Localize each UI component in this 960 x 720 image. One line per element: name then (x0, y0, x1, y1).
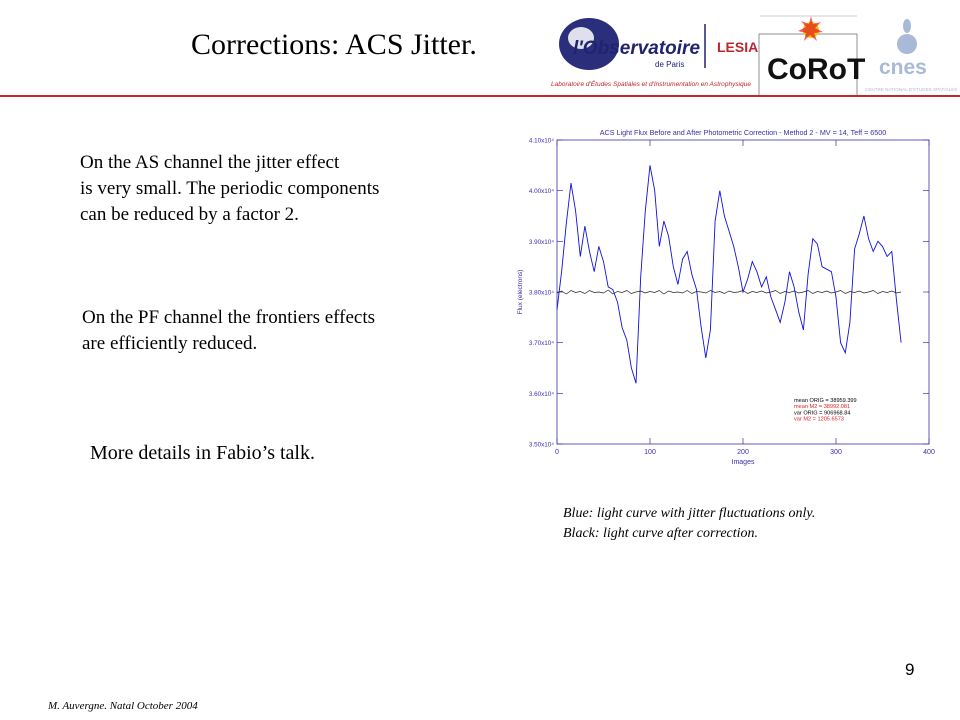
text-line: is very small. The periodic components (80, 178, 380, 199)
y-tick-label: 4.10x10⁴ (528, 137, 554, 145)
stat-annotation: mean ORIG = 38959.399 (794, 398, 857, 404)
text-line: can be reduced by a factor 2. (80, 204, 299, 225)
cnes-logo (865, 19, 957, 92)
x-tick-label: 400 (923, 449, 935, 456)
y-axis-label: Flux (electrons) (517, 269, 524, 315)
logo-strip (545, 12, 960, 96)
x-axis-label: Images (731, 459, 755, 466)
observatoire-sub-text: de Paris (655, 60, 685, 69)
chart-title: ACS Light Flux Before and After Photometric Correction - Method 2 - MV = 14, Teff = 6500 (599, 128, 887, 137)
paragraph-more-details: More details in Fabio’s talk. (90, 442, 315, 464)
lesia-text: LESIA (717, 39, 759, 55)
text-line: On the AS channel the jitter effect (80, 152, 340, 173)
paragraph-as-channel (80, 150, 379, 228)
x-tick-label: 100 (644, 449, 656, 456)
cnes-text: cnes (879, 56, 927, 79)
x-tick-label: 200 (737, 449, 749, 456)
title-underline (0, 95, 960, 97)
caption-blue: Blue: light curve with jitter fluctuations only. (563, 506, 816, 521)
series-line-corrected (557, 290, 901, 294)
cnes-sub-text: CENTRE NATIONAL D'ÉTUDES SPATIALES (865, 87, 958, 92)
chart-caption (563, 504, 815, 544)
stat-annotation: var M2 = 1205.6573 (794, 416, 844, 423)
y-tick-label: 3.60x10⁴ (528, 390, 554, 398)
x-tick-label: 0 (555, 449, 559, 456)
series-line-original (557, 165, 901, 383)
y-tick-label: 3.50x10⁴ (528, 441, 554, 449)
slide-number: 9 (905, 660, 915, 679)
paragraph-pf-channel (82, 305, 375, 357)
corot-text: CoRoT (767, 53, 866, 86)
y-tick-label: 3.70x10⁴ (528, 340, 554, 348)
corot-logo (759, 16, 865, 96)
lesia-band-text: Laboratoire d'Études Spatiales et d'Instrumentation en Astrophysique (551, 81, 750, 88)
observatoire-logo (559, 18, 700, 70)
x-tick-label: 300 (830, 449, 842, 456)
caption-black: Black: light curve after correction. (563, 526, 759, 541)
slide-title: Corrections: ACS Jitter. (191, 28, 477, 61)
footer-credit: M. Auvergne. Natal October 2004 (48, 700, 198, 712)
observatoire-text: l'Observatoire (573, 38, 701, 59)
y-tick-label: 4.00x10⁴ (528, 188, 554, 196)
y-tick-label: 3.80x10⁴ (528, 289, 554, 297)
y-tick-label: 3.90x10⁴ (528, 238, 554, 246)
stat-annotation: mean M2 = 38992.081 (794, 404, 851, 411)
light-flux-chart (512, 126, 942, 470)
text-line: are efficiently reduced. (82, 333, 258, 354)
text-line: On the PF channel the frontiers effects (82, 307, 376, 328)
stat-annotation: var ORIG = 906968.84 (794, 410, 851, 417)
